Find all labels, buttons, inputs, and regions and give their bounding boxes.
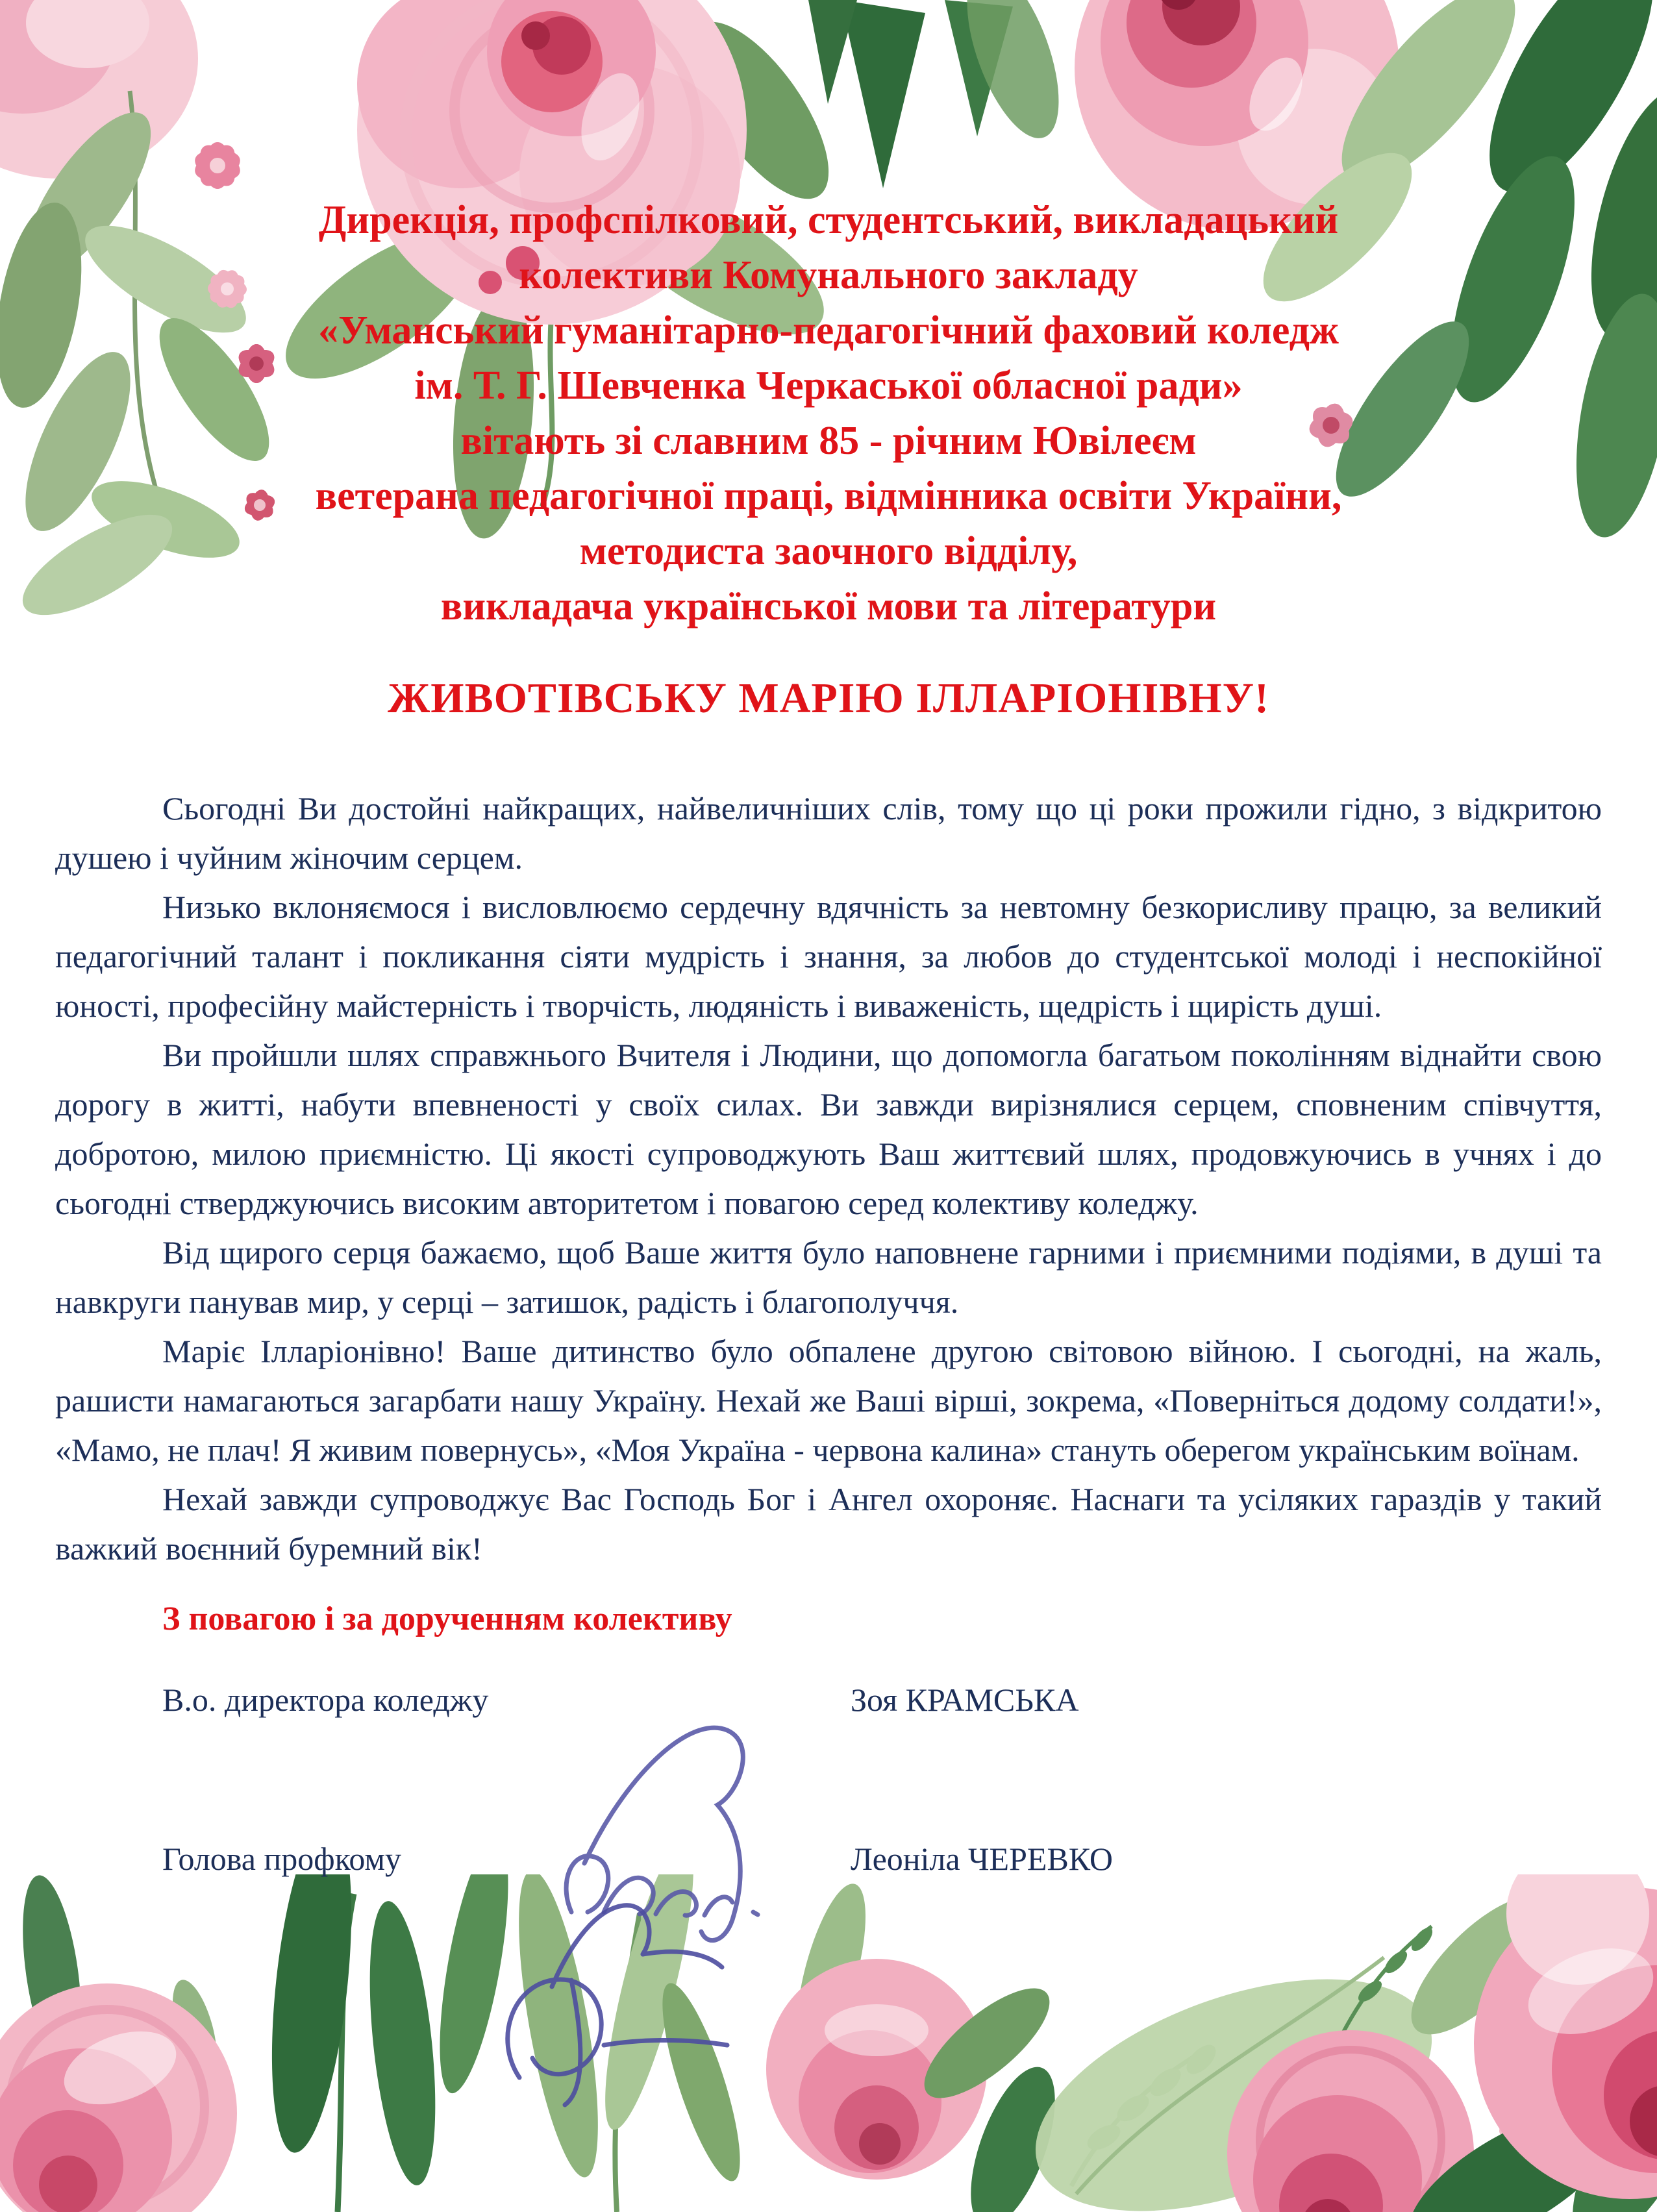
body-paragraph: Від щирого серця бажаємо, щоб Ваше життя було наповнене гарними і приємними подіями, в душі та навкруги панував мир, у серці – затишок, радість і благополуччя. [55,1234,1602,1320]
letter-body [55,784,1602,1573]
letter-header [55,193,1602,634]
signature-role: В.о. директора коледжу [162,1682,489,1718]
closing-line: З повагою і за дорученням колективу [162,1600,732,1637]
signature-row-director [55,1672,1602,1728]
body-paragraph: Низько вклоняємося і висловлюємо сердечну вдячність за невтомну безкорисливу працю, за великий педагогічний талант і покликання сіяти мудрість і знання, за любов до студентської молоді і неспокійної юності, професійну майстерність і творчість, людяність і виваженість, щедрість і щирість душі. [55,889,1602,1024]
header-line: Дирекція, профспілковий, студентський, викладацький [318,198,1339,242]
header-line: ветерана педагогічної праці, відмінника освіти України, [315,474,1342,518]
handwritten-signature-cherevko-icon [493,1883,753,2117]
signature-role: Голова профкому [162,1841,402,1877]
header-line: викладача української мови та літератури [440,584,1217,628]
header-line: методиста заочного відділу, [579,529,1078,573]
letter-content [55,0,1602,1887]
body-paragraph: Ви пройшли шлях справжнього Вчителя і Людини, що допомогла багатьом поколінням віднайти свою дорогу в житті, набути впевненості у своїх силах. Ви завжди вирізнялися серцем, сповненим співчуття, добротою, милою приємністю. Ці якості супроводжують Ваш життєвий шлях, продовжуючись в учнях і до сьогодні стверджуючись високим авторитетом і повагою серед колективу коледжу. [55,1037,1602,1221]
body-paragraph: Маріє Ілларіонівно! Ваше дитинство було обпалене другою світовою війною. І сьогодні, на жаль, рашисти намагаються загарбати нашу Україну. Нехай же Ваші вірші, зокрема, «Поверніться додому солдати!», «Мамо, не плач! Я живим повернусь», «Моя Україна - червона калина» стануть оберегом українським воїнам. [55,1333,1602,1468]
floral-decoration-bottom-icon [0,1874,1657,2212]
body-paragraph: Нехай завжди супроводжує Вас Господь Бог і Ангел охороняє. Наснаги та усіляких гараздів у такий важкий воєнний буремний вік! [55,1481,1602,1567]
signature-name: Леоніла ЧЕРЕВКО [851,1841,1114,1877]
header-line: ім. Т. Г. Шевченка Черкаської обласної ради» [414,364,1243,408]
header-line: вітають зі славним 85 - річним Ювілеєм [460,419,1197,463]
header-line: колективи Комунального закладу [519,253,1138,297]
signature-row-union-head [55,1832,1602,1887]
recipient-name-title: ЖИВОТІВСЬКУ МАРІЮ ІЛЛАРІОНІВНУ! [387,675,1270,722]
header-line: «Уманський гуманітарно-педагогічний фаховий коледж [318,308,1339,353]
signature-name: Зоя КРАМСЬКА [851,1682,1079,1718]
body-paragraph: Сьогодні Ви достойні найкращих, найвеличніших слів, тому що ці роки прожили гідно, з відкритою душею і чуйним жіночим серцем. [55,790,1602,876]
